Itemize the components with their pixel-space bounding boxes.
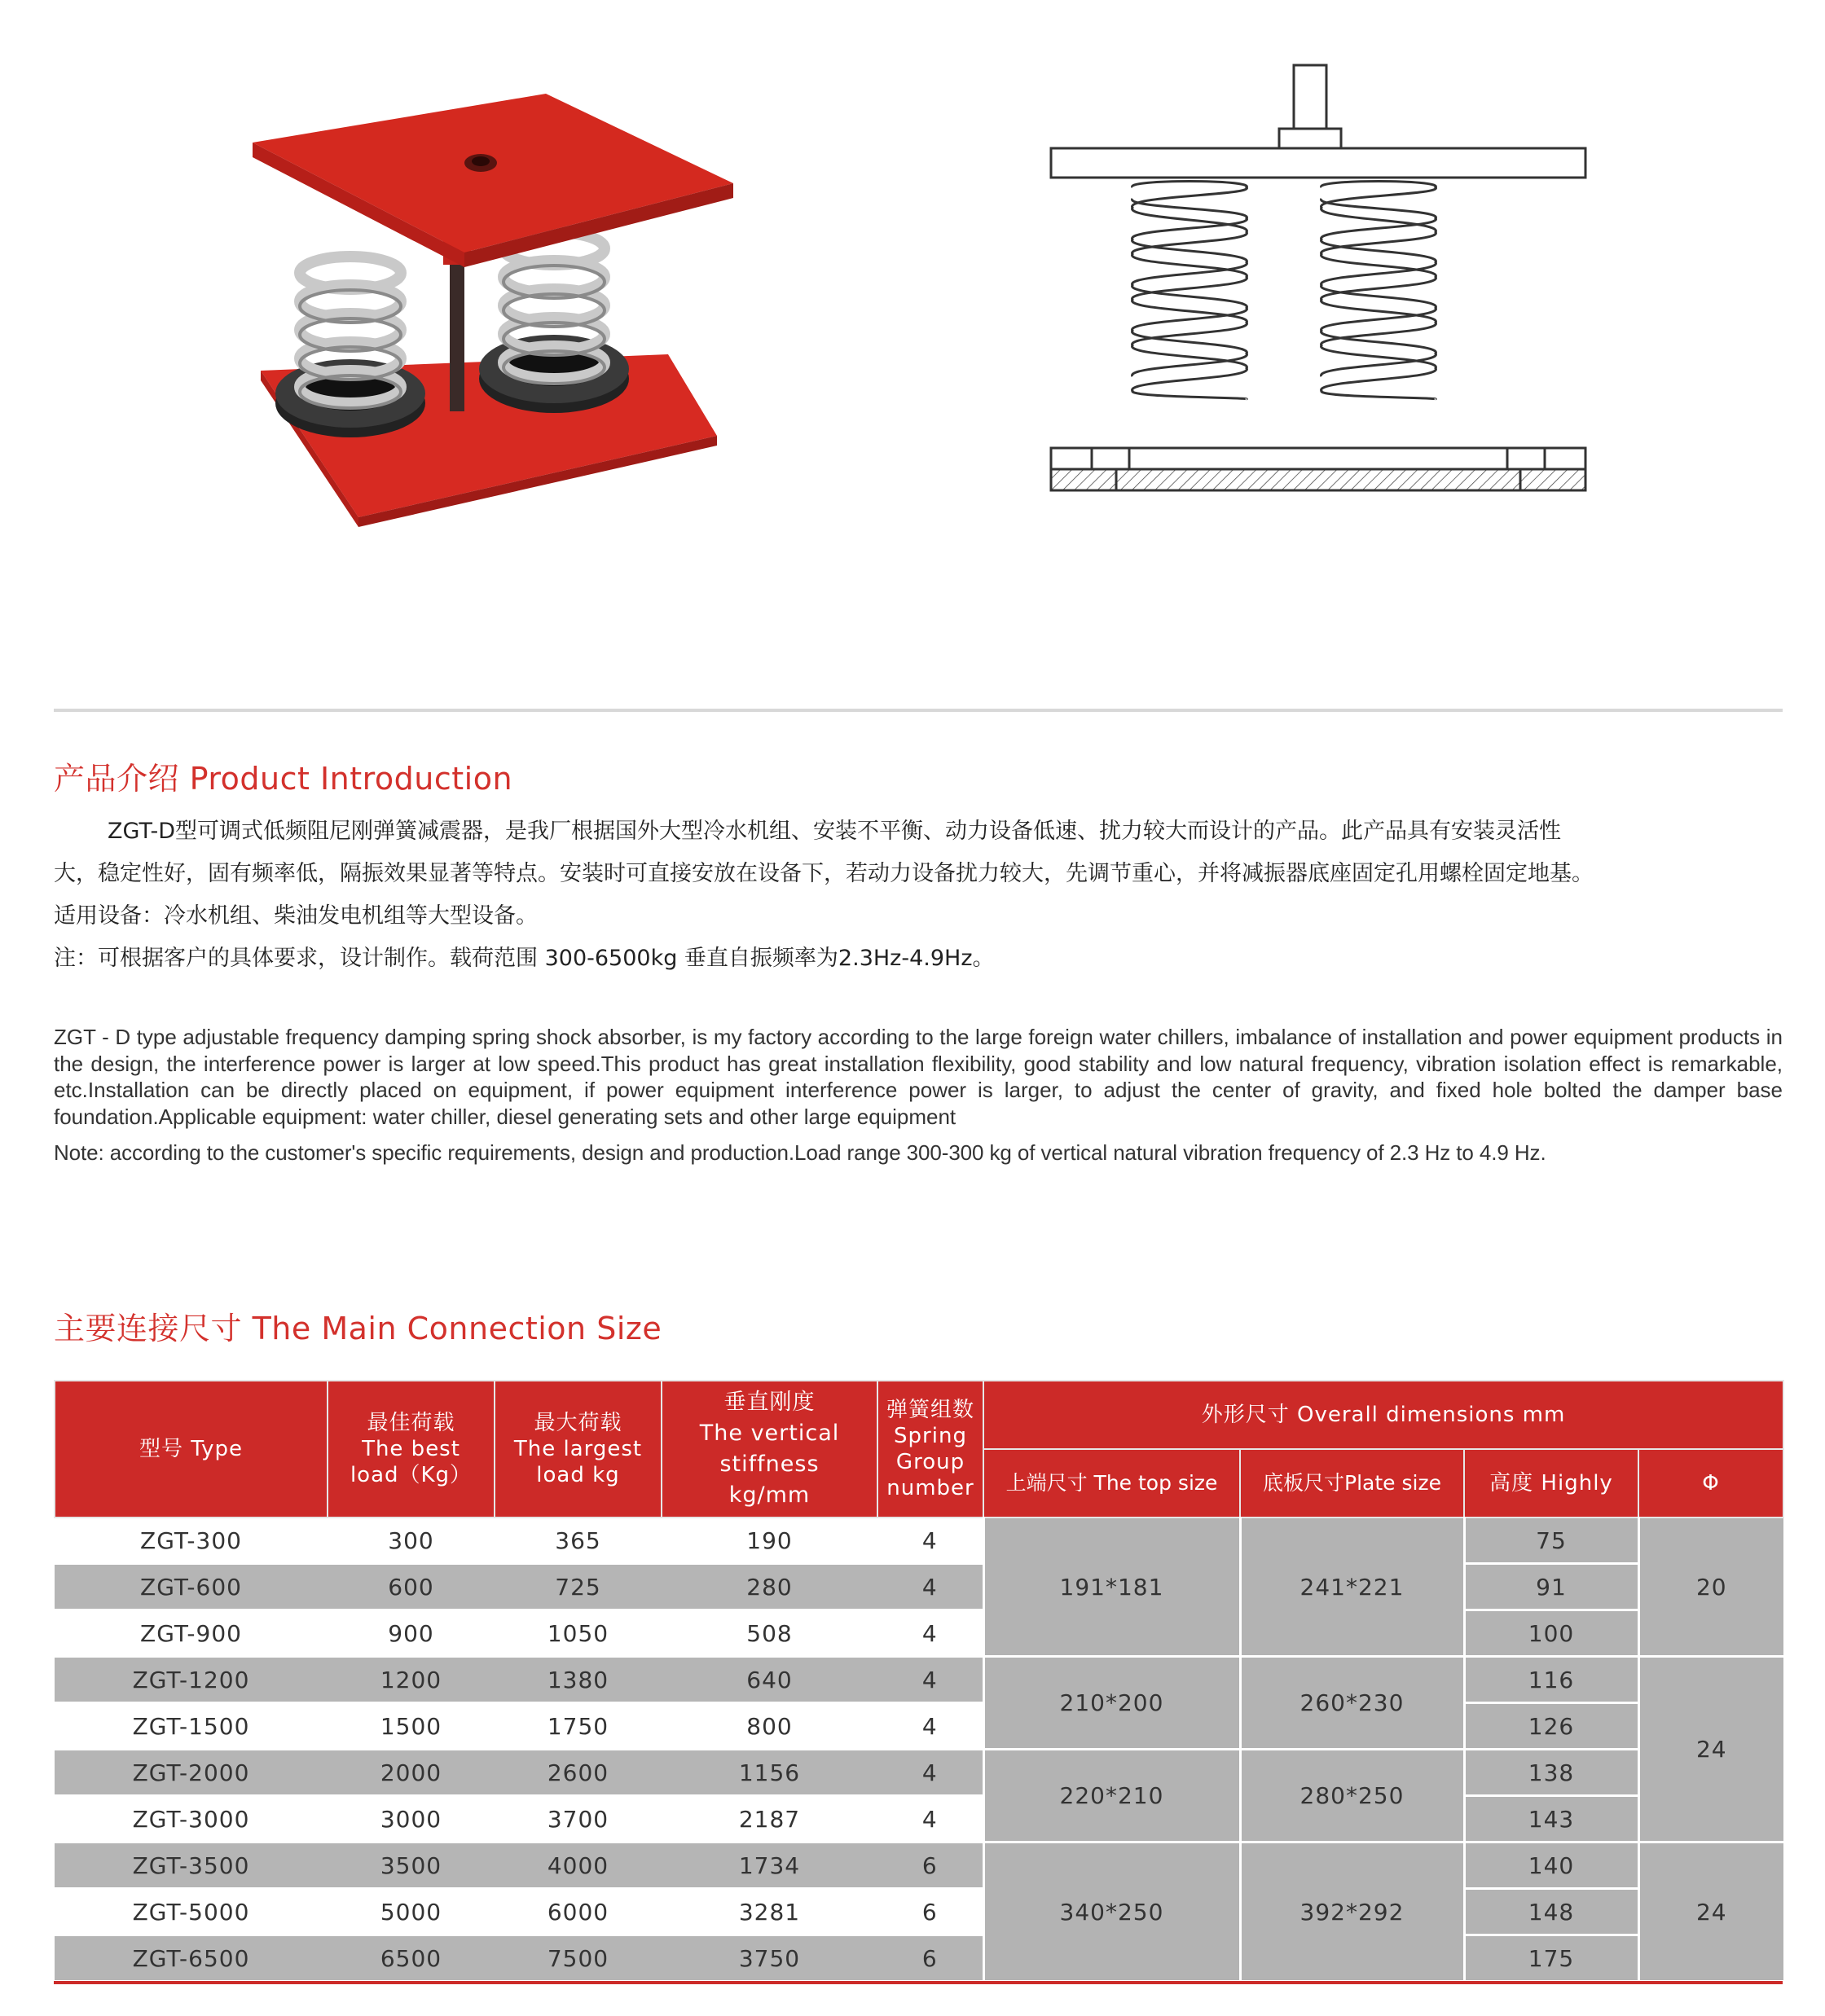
header-best-load: 最佳荷载 The best load（Kg） bbox=[328, 1381, 495, 1517]
cell-spring-group: 4 bbox=[877, 1796, 983, 1843]
cell-largest-load: 4000 bbox=[495, 1843, 662, 1889]
cell-type: ZGT-600 bbox=[55, 1564, 328, 1610]
cell-spring-group: 4 bbox=[877, 1657, 983, 1703]
header-stiffness: 垂直刚度 The vertical stiffness kg/mm bbox=[662, 1381, 877, 1517]
intro-cn-line: 注：可根据客户的具体要求，设计制作。载荷范围 300-6500kg 垂直自振频率为2.3Hz-4.9Hz。 bbox=[54, 946, 995, 971]
cell-spring-group: 4 bbox=[877, 1750, 983, 1796]
cell-largest-load: 1750 bbox=[495, 1703, 662, 1750]
cell-largest-load: 7500 bbox=[495, 1935, 662, 1982]
cell-type: ZGT-5000 bbox=[55, 1889, 328, 1935]
cell-best-load: 1500 bbox=[328, 1703, 495, 1750]
table-row bbox=[55, 1564, 1783, 1610]
cell-largest-load: 2600 bbox=[495, 1750, 662, 1796]
cell-best-load: 3000 bbox=[328, 1796, 495, 1843]
cell-type: ZGT-1500 bbox=[55, 1703, 328, 1750]
intro-en-text bbox=[54, 1024, 1783, 1166]
table-row bbox=[55, 1703, 1783, 1750]
header-height: 高度 Highly bbox=[1464, 1449, 1638, 1517]
cell-height: 175 bbox=[1464, 1935, 1638, 1982]
cell-stiffness: 280 bbox=[662, 1564, 877, 1610]
cell-spring-group: 4 bbox=[877, 1517, 983, 1564]
cell-phi: 24 bbox=[1638, 1657, 1783, 1843]
header-phi: Φ bbox=[1638, 1449, 1783, 1517]
cell-top-size: 191*181 bbox=[983, 1517, 1240, 1657]
table-row bbox=[55, 1843, 1783, 1889]
cell-stiffness: 3281 bbox=[662, 1889, 877, 1935]
section-divider bbox=[54, 709, 1783, 712]
cell-phi: 20 bbox=[1638, 1517, 1783, 1657]
cell-top-size: 210*200 bbox=[983, 1657, 1240, 1750]
intro-en-note: Note: according to the customer's specific requirements, design and production.Load range 300-300 kg of vertical natural vibration frequency of 2.3 Hz to 4.9 Hz. bbox=[54, 1140, 1546, 1165]
cell-type: ZGT-3000 bbox=[55, 1796, 328, 1843]
table-row bbox=[55, 1935, 1783, 1982]
cell-top-size: 220*210 bbox=[983, 1750, 1240, 1843]
cell-stiffness: 1156 bbox=[662, 1750, 877, 1796]
technical-drawing bbox=[1035, 57, 1605, 513]
cell-phi: 24 bbox=[1638, 1843, 1783, 1982]
intro-heading: 产品介绍 Product Introduction bbox=[54, 761, 513, 797]
intro-en-paragraph: ZGT - D type adjustable frequency damping spring shock absorber, is my factory according to the large foreign water chillers, imbalance of installation and power equipment products in the design, the interference power is larger at low speed.This product has great installation flexibility, good stability and low natural frequency, vibration isolation effect is remarkable, etc.Installation can be directly placed on equipment, if power equipment interference power is larger, to adjust the center of gravity, and fixed hole bolted the damper base foundation.Applicable equipment: water chiller, diesel generating sets and other large equipment bbox=[54, 1025, 1783, 1129]
cell-stiffness: 640 bbox=[662, 1657, 877, 1703]
cell-type: ZGT-3500 bbox=[55, 1843, 328, 1889]
cell-type: ZGT-1200 bbox=[55, 1657, 328, 1703]
cell-largest-load: 1380 bbox=[495, 1657, 662, 1703]
cell-best-load: 3500 bbox=[328, 1843, 495, 1889]
cell-plate-size: 260*230 bbox=[1240, 1657, 1464, 1750]
table-row bbox=[55, 1610, 1783, 1657]
cell-plate-size: 392*292 bbox=[1240, 1843, 1464, 1982]
intro-cn-line: 适用设备：冷水机组、柴油发电机组等大型设备。 bbox=[54, 903, 538, 929]
table-row bbox=[55, 1889, 1783, 1935]
header-top-size: 上端尺寸 The top size bbox=[983, 1449, 1240, 1517]
intro-cn-text bbox=[54, 810, 1789, 980]
connection-size-table bbox=[54, 1380, 1784, 1983]
cell-height: 75 bbox=[1464, 1517, 1638, 1564]
product-photo bbox=[236, 77, 758, 534]
table-row bbox=[55, 1750, 1783, 1796]
cell-height: 91 bbox=[1464, 1564, 1638, 1610]
table-row bbox=[55, 1796, 1783, 1843]
cell-spring-group: 4 bbox=[877, 1610, 983, 1657]
cell-top-size: 340*250 bbox=[983, 1843, 1240, 1982]
connection-heading: 主要连接尺寸 The Main Connection Size bbox=[54, 1311, 662, 1346]
cell-type: ZGT-6500 bbox=[55, 1935, 328, 1982]
cell-height: 143 bbox=[1464, 1796, 1638, 1843]
header-largest-load: 最大荷载 The largest load kg bbox=[495, 1381, 662, 1517]
cell-largest-load: 6000 bbox=[495, 1889, 662, 1935]
cell-spring-group: 6 bbox=[877, 1889, 983, 1935]
cell-stiffness: 190 bbox=[662, 1517, 877, 1564]
cell-best-load: 300 bbox=[328, 1517, 495, 1564]
cell-largest-load: 3700 bbox=[495, 1796, 662, 1843]
cell-plate-size: 241*221 bbox=[1240, 1517, 1464, 1657]
cell-stiffness: 508 bbox=[662, 1610, 877, 1657]
cell-type: ZGT-2000 bbox=[55, 1750, 328, 1796]
table-bottom-rule bbox=[54, 1981, 1783, 1984]
cell-stiffness: 800 bbox=[662, 1703, 877, 1750]
cell-stiffness: 1734 bbox=[662, 1843, 877, 1889]
cell-spring-group: 6 bbox=[877, 1843, 983, 1889]
cell-height: 100 bbox=[1464, 1610, 1638, 1657]
table-row bbox=[55, 1517, 1783, 1564]
header-plate-size: 底板尺寸Plate size bbox=[1240, 1449, 1464, 1517]
cell-height: 116 bbox=[1464, 1657, 1638, 1703]
cell-plate-size: 280*250 bbox=[1240, 1750, 1464, 1843]
cell-height: 138 bbox=[1464, 1750, 1638, 1796]
table-row bbox=[55, 1657, 1783, 1703]
cell-best-load: 900 bbox=[328, 1610, 495, 1657]
cell-best-load: 6500 bbox=[328, 1935, 495, 1982]
cell-best-load: 5000 bbox=[328, 1889, 495, 1935]
cell-type: ZGT-900 bbox=[55, 1610, 328, 1657]
header-type: 型号 Type bbox=[55, 1381, 328, 1517]
header-spring-group: 弹簧组数 Spring Group number bbox=[877, 1381, 983, 1517]
cell-largest-load: 1050 bbox=[495, 1610, 662, 1657]
cell-spring-group: 6 bbox=[877, 1935, 983, 1982]
cell-height: 140 bbox=[1464, 1843, 1638, 1889]
header-overall-dimensions: 外形尺寸 Overall dimensions mm bbox=[983, 1381, 1783, 1449]
cell-stiffness: 2187 bbox=[662, 1796, 877, 1843]
cell-best-load: 600 bbox=[328, 1564, 495, 1610]
intro-cn-line: 大，稳定性好，固有频率低，隔振效果显著等特点。安装时可直接安放在设备下，若动力设备扰力较大，先调节重心，并将减振器底座固定孔用螺栓固定地基。 bbox=[54, 861, 1594, 886]
cell-spring-group: 4 bbox=[877, 1564, 983, 1610]
cell-best-load: 1200 bbox=[328, 1657, 495, 1703]
cell-stiffness: 3750 bbox=[662, 1935, 877, 1982]
cell-height: 148 bbox=[1464, 1889, 1638, 1935]
cell-spring-group: 4 bbox=[877, 1703, 983, 1750]
cell-largest-load: 725 bbox=[495, 1564, 662, 1610]
cell-largest-load: 365 bbox=[495, 1517, 662, 1564]
intro-cn-line: ZGT-D型可调式低频阻尼刚弹簧减震器，是我厂根据国外大型冷水机组、安装不平衡、动力设备低速、扰力较大而设计的产品。此产品具有安装灵活性 bbox=[108, 819, 1562, 844]
cell-type: ZGT-300 bbox=[55, 1517, 328, 1564]
cell-best-load: 2000 bbox=[328, 1750, 495, 1796]
cell-height: 126 bbox=[1464, 1703, 1638, 1750]
